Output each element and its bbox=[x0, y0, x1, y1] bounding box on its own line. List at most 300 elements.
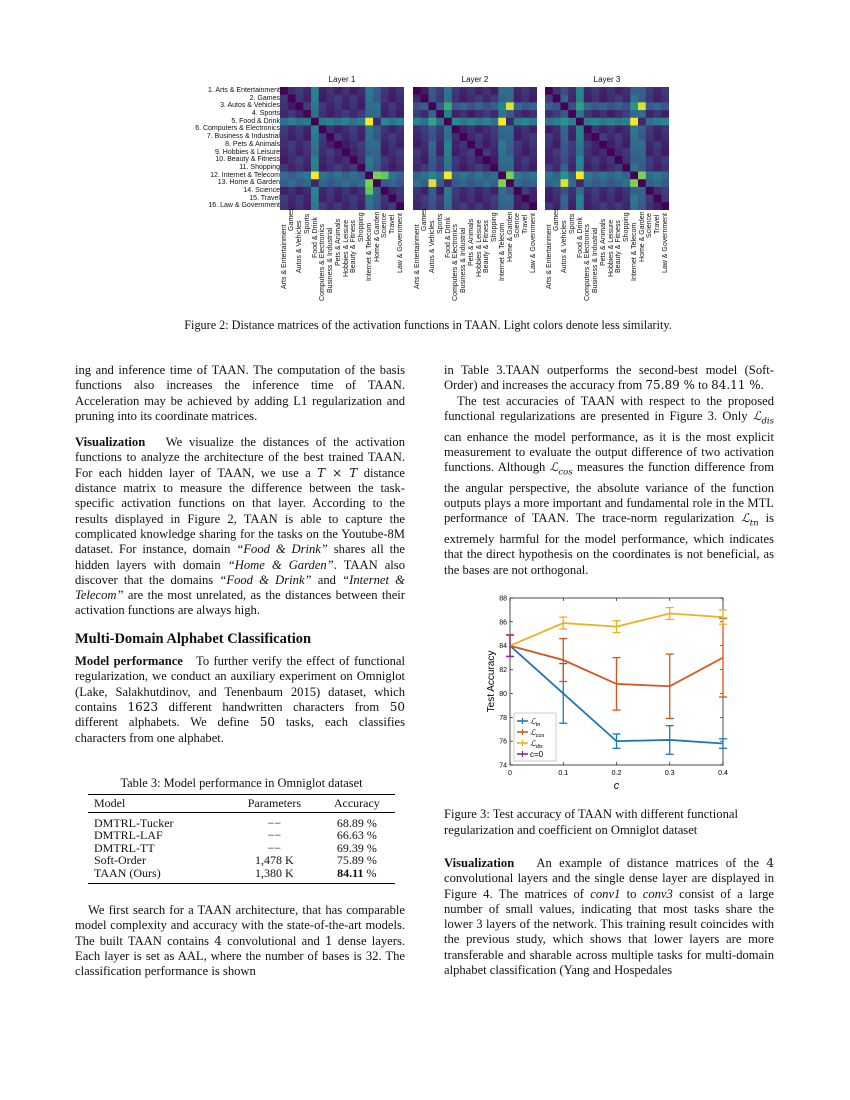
accuracy-cell: 75.89 % bbox=[336, 853, 377, 868]
heatmap-cell bbox=[568, 187, 576, 195]
heatmap-cell bbox=[280, 95, 288, 103]
heatmap-cell bbox=[491, 172, 499, 180]
heatmap-cell bbox=[545, 141, 553, 149]
heatmap-cell bbox=[389, 110, 397, 118]
heatmap-cell bbox=[568, 110, 576, 118]
heatmap-cell bbox=[444, 141, 452, 149]
heatmap-cell bbox=[646, 95, 654, 103]
heatmap-cell bbox=[607, 102, 615, 110]
column-label: Computers & Electronics bbox=[584, 223, 592, 301]
heatmap-cell bbox=[296, 164, 304, 172]
heatmap-cell bbox=[553, 110, 561, 118]
heatmap-cell bbox=[373, 202, 381, 210]
heatmap-cell bbox=[607, 110, 615, 118]
heatmap-cell bbox=[396, 195, 404, 203]
heatmap-cell bbox=[373, 149, 381, 157]
heatmap-cell bbox=[661, 149, 669, 157]
heatmap-cell bbox=[615, 125, 623, 133]
heatmap-cell bbox=[350, 102, 358, 110]
heatmap-cell bbox=[545, 172, 553, 180]
heatmap-cell bbox=[327, 187, 335, 195]
heatmap-cell bbox=[475, 195, 483, 203]
heatmap-cell bbox=[389, 195, 397, 203]
heatmap-cell bbox=[506, 118, 514, 126]
heatmap-cell bbox=[311, 102, 319, 110]
heatmap-cell bbox=[334, 149, 342, 157]
heatmap-cell bbox=[413, 172, 421, 180]
heatmap-cell bbox=[296, 95, 304, 103]
visualization-heading-2: Visualization bbox=[444, 856, 515, 870]
heatmap-cell bbox=[599, 187, 607, 195]
italic-quote: “Home & Garden” bbox=[227, 557, 334, 572]
heatmap-cell bbox=[561, 195, 569, 203]
heatmap-cell bbox=[452, 172, 460, 180]
heatmap-cell bbox=[288, 164, 296, 172]
heatmap-cell bbox=[413, 202, 421, 210]
heatmap-cell bbox=[545, 195, 553, 203]
heatmap-cell bbox=[638, 195, 646, 203]
table-row bbox=[88, 867, 395, 880]
heatmap-cell bbox=[561, 133, 569, 141]
heatmap-cell bbox=[373, 164, 381, 172]
heatmap-cell bbox=[592, 110, 600, 118]
heatmap-cell bbox=[514, 125, 522, 133]
heatmap-cell bbox=[452, 125, 460, 133]
heatmap-cell bbox=[506, 95, 514, 103]
heatmap-cell bbox=[654, 141, 662, 149]
heatmap-cell bbox=[311, 149, 319, 157]
heatmap-cell bbox=[506, 195, 514, 203]
heatmap-cell bbox=[358, 164, 366, 172]
heatmap-cell bbox=[576, 149, 584, 157]
legend-label-main: ℒ bbox=[530, 717, 536, 726]
heatmap-cell bbox=[429, 102, 437, 110]
heatmap-cell bbox=[638, 133, 646, 141]
figure-2 bbox=[0, 0, 850, 340]
heatmap-cell bbox=[475, 156, 483, 164]
heatmap-cell bbox=[623, 202, 631, 210]
heatmap-cell bbox=[358, 141, 366, 149]
heatmap-cell bbox=[460, 102, 468, 110]
heatmap-cell bbox=[460, 95, 468, 103]
heatmap-cell bbox=[413, 187, 421, 195]
heatmap-cell bbox=[358, 179, 366, 187]
italic-quote: “Internet & Telecom” bbox=[75, 572, 405, 603]
heatmap-cell bbox=[467, 149, 475, 157]
heatmap-cell bbox=[421, 141, 429, 149]
heatmap-cell bbox=[389, 164, 397, 172]
heatmap-cell bbox=[436, 156, 444, 164]
text-run: different handwritten characters from bbox=[158, 699, 390, 714]
heatmap-cell bbox=[529, 118, 537, 126]
heatmap-cell bbox=[553, 179, 561, 187]
heatmap-cell bbox=[638, 87, 646, 95]
heatmap-cell bbox=[522, 133, 530, 141]
heatmap-cell bbox=[545, 102, 553, 110]
heatmap-cell bbox=[436, 95, 444, 103]
heatmap-cell bbox=[429, 164, 437, 172]
heatmap-cell bbox=[327, 202, 335, 210]
heatmap-cell bbox=[413, 87, 421, 95]
heatmap-cell bbox=[630, 172, 638, 180]
heatmap-cell bbox=[545, 133, 553, 141]
heatmap-cell bbox=[389, 87, 397, 95]
heatmap-cell bbox=[334, 202, 342, 210]
heatmap-cell bbox=[654, 179, 662, 187]
col-header-accuracy: Accuracy bbox=[333, 796, 380, 810]
heatmap-cell bbox=[623, 149, 631, 157]
y-tick-label: 80 bbox=[499, 690, 507, 698]
heatmap-cell bbox=[491, 125, 499, 133]
heatmap-cell bbox=[350, 149, 358, 157]
heatmap-cell bbox=[568, 172, 576, 180]
row-label: 3. Autos & Vehicles bbox=[220, 102, 280, 110]
heatmap-cell bbox=[630, 149, 638, 157]
heatmap-cell bbox=[630, 202, 638, 210]
heatmap-cell bbox=[396, 164, 404, 172]
heatmap-cell bbox=[568, 87, 576, 95]
heatmap-cell bbox=[584, 179, 592, 187]
heatmap-cell bbox=[661, 118, 669, 126]
heatmap-cell bbox=[467, 187, 475, 195]
heatmap-cell bbox=[436, 133, 444, 141]
heatmap-cell bbox=[491, 110, 499, 118]
column-label: Internet & Telecom bbox=[630, 222, 638, 282]
heatmap-cell bbox=[342, 149, 350, 157]
heatmap-cell bbox=[599, 110, 607, 118]
layer-2-matrix bbox=[413, 87, 537, 210]
heatmap-cell bbox=[638, 125, 646, 133]
heatmap-cell bbox=[342, 102, 350, 110]
heatmap-cell bbox=[568, 125, 576, 133]
heatmap-cell bbox=[491, 133, 499, 141]
heatmap-cell bbox=[288, 95, 296, 103]
heatmap-cell bbox=[460, 125, 468, 133]
column-label: Autos & Vehicles bbox=[561, 220, 568, 274]
heatmap-cell bbox=[592, 149, 600, 157]
heatmap-cell bbox=[584, 156, 592, 164]
column-label: Pets & Animals bbox=[334, 218, 342, 266]
heatmap-cell bbox=[452, 87, 460, 95]
heatmap-cell bbox=[334, 110, 342, 118]
parameters-cell: 1,380 K bbox=[255, 865, 294, 880]
math-symbol: ℒ bbox=[752, 408, 762, 423]
heatmap-cell bbox=[358, 156, 366, 164]
heatmap-cell bbox=[350, 172, 358, 180]
heatmap-cell bbox=[599, 179, 607, 187]
heatmap-cell bbox=[630, 156, 638, 164]
heatmap-cell bbox=[592, 164, 600, 172]
heatmap-cell bbox=[444, 102, 452, 110]
heatmap-cell bbox=[319, 87, 327, 95]
column-label: Shopping bbox=[358, 212, 365, 243]
heatmap-cell bbox=[444, 110, 452, 118]
heatmap-cell bbox=[467, 179, 475, 187]
heatmap-cell bbox=[599, 118, 607, 126]
heatmap-cell bbox=[444, 164, 452, 172]
heatmap-cell bbox=[429, 141, 437, 149]
heatmap-cell bbox=[607, 141, 615, 149]
column-label: Science bbox=[646, 213, 654, 239]
heatmap-cell bbox=[661, 133, 669, 141]
heatmap-cell bbox=[421, 110, 429, 118]
heatmap-cell bbox=[452, 179, 460, 187]
col-header-model: Model bbox=[94, 796, 126, 810]
heatmap-cell bbox=[545, 149, 553, 157]
heatmap-cell bbox=[334, 156, 342, 164]
row-label: 9. Hobbies & Leisure bbox=[215, 148, 280, 156]
text-run: . TAAN also discover that the domains bbox=[75, 557, 405, 587]
heatmap-cell bbox=[592, 179, 600, 187]
heatmap-cell bbox=[319, 149, 327, 157]
heatmap-cell bbox=[327, 164, 335, 172]
heatmap-cell bbox=[342, 195, 350, 203]
heatmap-cell bbox=[311, 125, 319, 133]
heatmap-cell bbox=[514, 156, 522, 164]
heatmap-cell bbox=[334, 179, 342, 187]
heatmap-cell bbox=[654, 87, 662, 95]
number-inline: 50 bbox=[389, 699, 405, 714]
heatmap-cell bbox=[444, 133, 452, 141]
heatmap-cell bbox=[429, 172, 437, 180]
heatmap-cell bbox=[389, 141, 397, 149]
heatmap-cell bbox=[444, 179, 452, 187]
heatmap-cell bbox=[568, 95, 576, 103]
heatmap-cell bbox=[483, 164, 491, 172]
heatmap-cell bbox=[365, 110, 373, 118]
heatmap-cell bbox=[373, 118, 381, 126]
heatmap-cell bbox=[483, 102, 491, 110]
row-label: 6. Computers & Electronics bbox=[195, 125, 280, 133]
heatmap-cell bbox=[654, 125, 662, 133]
heatmap-cell bbox=[661, 164, 669, 172]
heatmap-cell bbox=[460, 87, 468, 95]
math-inline: T × T bbox=[317, 465, 358, 480]
heatmap-cell bbox=[358, 149, 366, 157]
heatmap-cell bbox=[638, 187, 646, 195]
heatmap-cell bbox=[483, 133, 491, 141]
heatmap-cell bbox=[522, 202, 530, 210]
heatmap-cell bbox=[615, 164, 623, 172]
heatmap-cell bbox=[561, 179, 569, 187]
heatmap-cell bbox=[319, 202, 327, 210]
heatmap-cell bbox=[491, 118, 499, 126]
heatmap-cell bbox=[498, 133, 506, 141]
heatmap-cell bbox=[630, 133, 638, 141]
heatmap-cell bbox=[327, 87, 335, 95]
paragraph-continuation: ing and inference time of TAAN. The computation of the basis functions also increases the inference time of TAAN. Acceleration may be achieved by adding L1 regularization and pruning into its coordinate matrices. bbox=[75, 363, 405, 423]
heatmap-cell bbox=[646, 110, 654, 118]
heatmap-cell bbox=[592, 133, 600, 141]
x-tick-label: 0 bbox=[508, 770, 512, 777]
heatmap-cell bbox=[296, 125, 304, 133]
heatmap-cell bbox=[654, 110, 662, 118]
heatmap-cell bbox=[350, 141, 358, 149]
heatmap-cell bbox=[483, 195, 491, 203]
heatmap-cell bbox=[452, 202, 460, 210]
heatmap-cell bbox=[506, 172, 514, 180]
heatmap-cell bbox=[334, 141, 342, 149]
heatmap-cell bbox=[311, 187, 319, 195]
column-label: Hobbies & Leisure bbox=[607, 220, 615, 278]
heatmap-cell bbox=[615, 187, 623, 195]
heatmap-cell bbox=[319, 133, 327, 141]
heatmap-cell bbox=[303, 141, 311, 149]
heatmap-cell bbox=[429, 156, 437, 164]
column-label: Law & Government bbox=[661, 213, 669, 274]
heatmap-cell bbox=[373, 195, 381, 203]
heatmap-cell bbox=[288, 195, 296, 203]
layer-3-heatmap bbox=[545, 75, 670, 301]
heatmap-cell bbox=[452, 118, 460, 126]
heatmap-cell bbox=[529, 202, 537, 210]
column-label: Beauty & Fitness bbox=[483, 220, 491, 274]
heatmap-cell bbox=[506, 164, 514, 172]
heatmap-cell bbox=[483, 141, 491, 149]
heatmap-cell bbox=[396, 156, 404, 164]
heatmap-cell bbox=[592, 172, 600, 180]
heatmap-cell bbox=[288, 149, 296, 157]
heatmap-cell bbox=[522, 164, 530, 172]
heatmap-cell bbox=[350, 202, 358, 210]
heatmap-cell bbox=[389, 118, 397, 126]
heatmap-cell bbox=[429, 95, 437, 103]
heatmap-cell bbox=[568, 195, 576, 203]
heatmap-cell bbox=[303, 87, 311, 95]
heatmap-cell bbox=[467, 118, 475, 126]
heatmap-cell bbox=[475, 141, 483, 149]
heatmap-cell bbox=[514, 110, 522, 118]
heatmap-cell bbox=[491, 95, 499, 103]
heatmap-cell bbox=[396, 187, 404, 195]
heatmap-cell bbox=[288, 179, 296, 187]
column-label: Food & Drink bbox=[576, 216, 584, 258]
heatmap-cell bbox=[429, 179, 437, 187]
heatmap-cell bbox=[654, 164, 662, 172]
column-label: Computers & Electronics bbox=[452, 223, 460, 301]
layer-1-title: Layer 1 bbox=[328, 75, 356, 84]
column-label: Business & Industrial bbox=[460, 227, 467, 293]
heatmap-cell bbox=[483, 172, 491, 180]
heatmap-cell bbox=[498, 172, 506, 180]
heatmap-cell bbox=[491, 187, 499, 195]
heatmap-cell bbox=[630, 95, 638, 103]
layer-3-title: Layer 3 bbox=[593, 75, 621, 84]
heatmap-cell bbox=[396, 95, 404, 103]
text-run: tasks, each classifies characters from one alphabet. bbox=[75, 715, 405, 745]
heatmap-cell bbox=[529, 195, 537, 203]
row-label: 14. Science bbox=[243, 186, 280, 194]
heatmap-cell bbox=[498, 87, 506, 95]
text-run: in Table 3.TAAN outperforms the second-best model (Soft-Order) and increases the accuracy from bbox=[444, 363, 774, 393]
layer-1-matrix bbox=[280, 87, 404, 210]
heatmap-cell bbox=[296, 149, 304, 157]
heatmap-cell bbox=[584, 87, 592, 95]
heatmap-cell bbox=[381, 95, 389, 103]
heatmap-cell bbox=[545, 179, 553, 187]
figure-3-caption: Figure 3: Test accuracy of TAAN with different functional regularization and coefficient on Omniglot dataset bbox=[444, 807, 738, 837]
heatmap-cell bbox=[630, 125, 638, 133]
heatmap-cell bbox=[350, 110, 358, 118]
heatmap-cell bbox=[483, 187, 491, 195]
number-inline: 50 bbox=[259, 715, 276, 730]
left-column bbox=[75, 363, 405, 746]
heatmap-cell bbox=[358, 202, 366, 210]
heatmap-cell bbox=[592, 102, 600, 110]
legend-label bbox=[530, 750, 544, 759]
heatmap-cell bbox=[638, 118, 646, 126]
heatmap-cell bbox=[421, 156, 429, 164]
heatmap-cell bbox=[389, 202, 397, 210]
heatmap-cell bbox=[615, 95, 623, 103]
layer-2-heatmap bbox=[413, 75, 538, 301]
heatmap-cell bbox=[413, 164, 421, 172]
heatmap-cell bbox=[491, 149, 499, 157]
heatmap-cell bbox=[623, 95, 631, 103]
heatmap-cell bbox=[429, 118, 437, 126]
heatmap-cell bbox=[288, 102, 296, 110]
heatmap-cell bbox=[311, 202, 319, 210]
heatmap-cell bbox=[413, 110, 421, 118]
heatmap-cell bbox=[296, 87, 304, 95]
heatmap-cell bbox=[327, 172, 335, 180]
heatmap-cell bbox=[436, 202, 444, 210]
heatmap-cell bbox=[327, 95, 335, 103]
row-label: 5. Food & Drink bbox=[231, 117, 280, 125]
heatmap-cell bbox=[444, 125, 452, 133]
column-label: Sports bbox=[303, 214, 311, 235]
italic-quote: “Food & Drink” bbox=[219, 572, 312, 587]
column-label: Travel bbox=[654, 215, 661, 235]
heatmap-cell bbox=[491, 87, 499, 95]
heatmap-cell bbox=[342, 156, 350, 164]
heatmap-cell bbox=[436, 118, 444, 126]
heatmap-cell bbox=[460, 187, 468, 195]
text-run: measures the function difference from the angular perspective, the absolute variance of the function outputs plays a more important and fundamental role in the MTL performance of TAAN. The trace-norm regularization bbox=[444, 460, 774, 526]
heatmap-cell bbox=[514, 133, 522, 141]
heatmap-cell bbox=[529, 164, 537, 172]
heatmap-cell bbox=[623, 164, 631, 172]
parameters-cell: 1,478 K bbox=[255, 853, 294, 868]
heatmap-cell bbox=[475, 164, 483, 172]
heatmap-cell bbox=[429, 110, 437, 118]
heatmap-cell bbox=[661, 187, 669, 195]
heatmap-cell bbox=[491, 195, 499, 203]
heatmap-cell bbox=[327, 133, 335, 141]
heatmap-cell bbox=[452, 102, 460, 110]
heatmap-cell bbox=[296, 110, 304, 118]
math-subscript: dis bbox=[761, 416, 774, 427]
heatmap-cell bbox=[296, 118, 304, 126]
heatmap-cell bbox=[646, 149, 654, 157]
x-tick-label: 0.4 bbox=[718, 770, 728, 777]
heatmap-cell bbox=[568, 102, 576, 110]
heatmap-cell bbox=[661, 172, 669, 180]
heatmap-cell bbox=[413, 133, 421, 141]
heatmap-cell bbox=[296, 102, 304, 110]
column-label: Home & Garden bbox=[373, 211, 381, 262]
heatmap-cell bbox=[529, 87, 537, 95]
heatmap-cell bbox=[342, 141, 350, 149]
heatmap-cell bbox=[576, 110, 584, 118]
row-label: 13. Home & Garden bbox=[217, 179, 280, 187]
model-cell: DMTRL-Tucker bbox=[94, 815, 174, 830]
heatmap-cell bbox=[467, 141, 475, 149]
heatmap-cell bbox=[413, 149, 421, 157]
heatmap-cell bbox=[452, 149, 460, 157]
heatmap-cell bbox=[334, 95, 342, 103]
heatmap-cell bbox=[467, 95, 475, 103]
